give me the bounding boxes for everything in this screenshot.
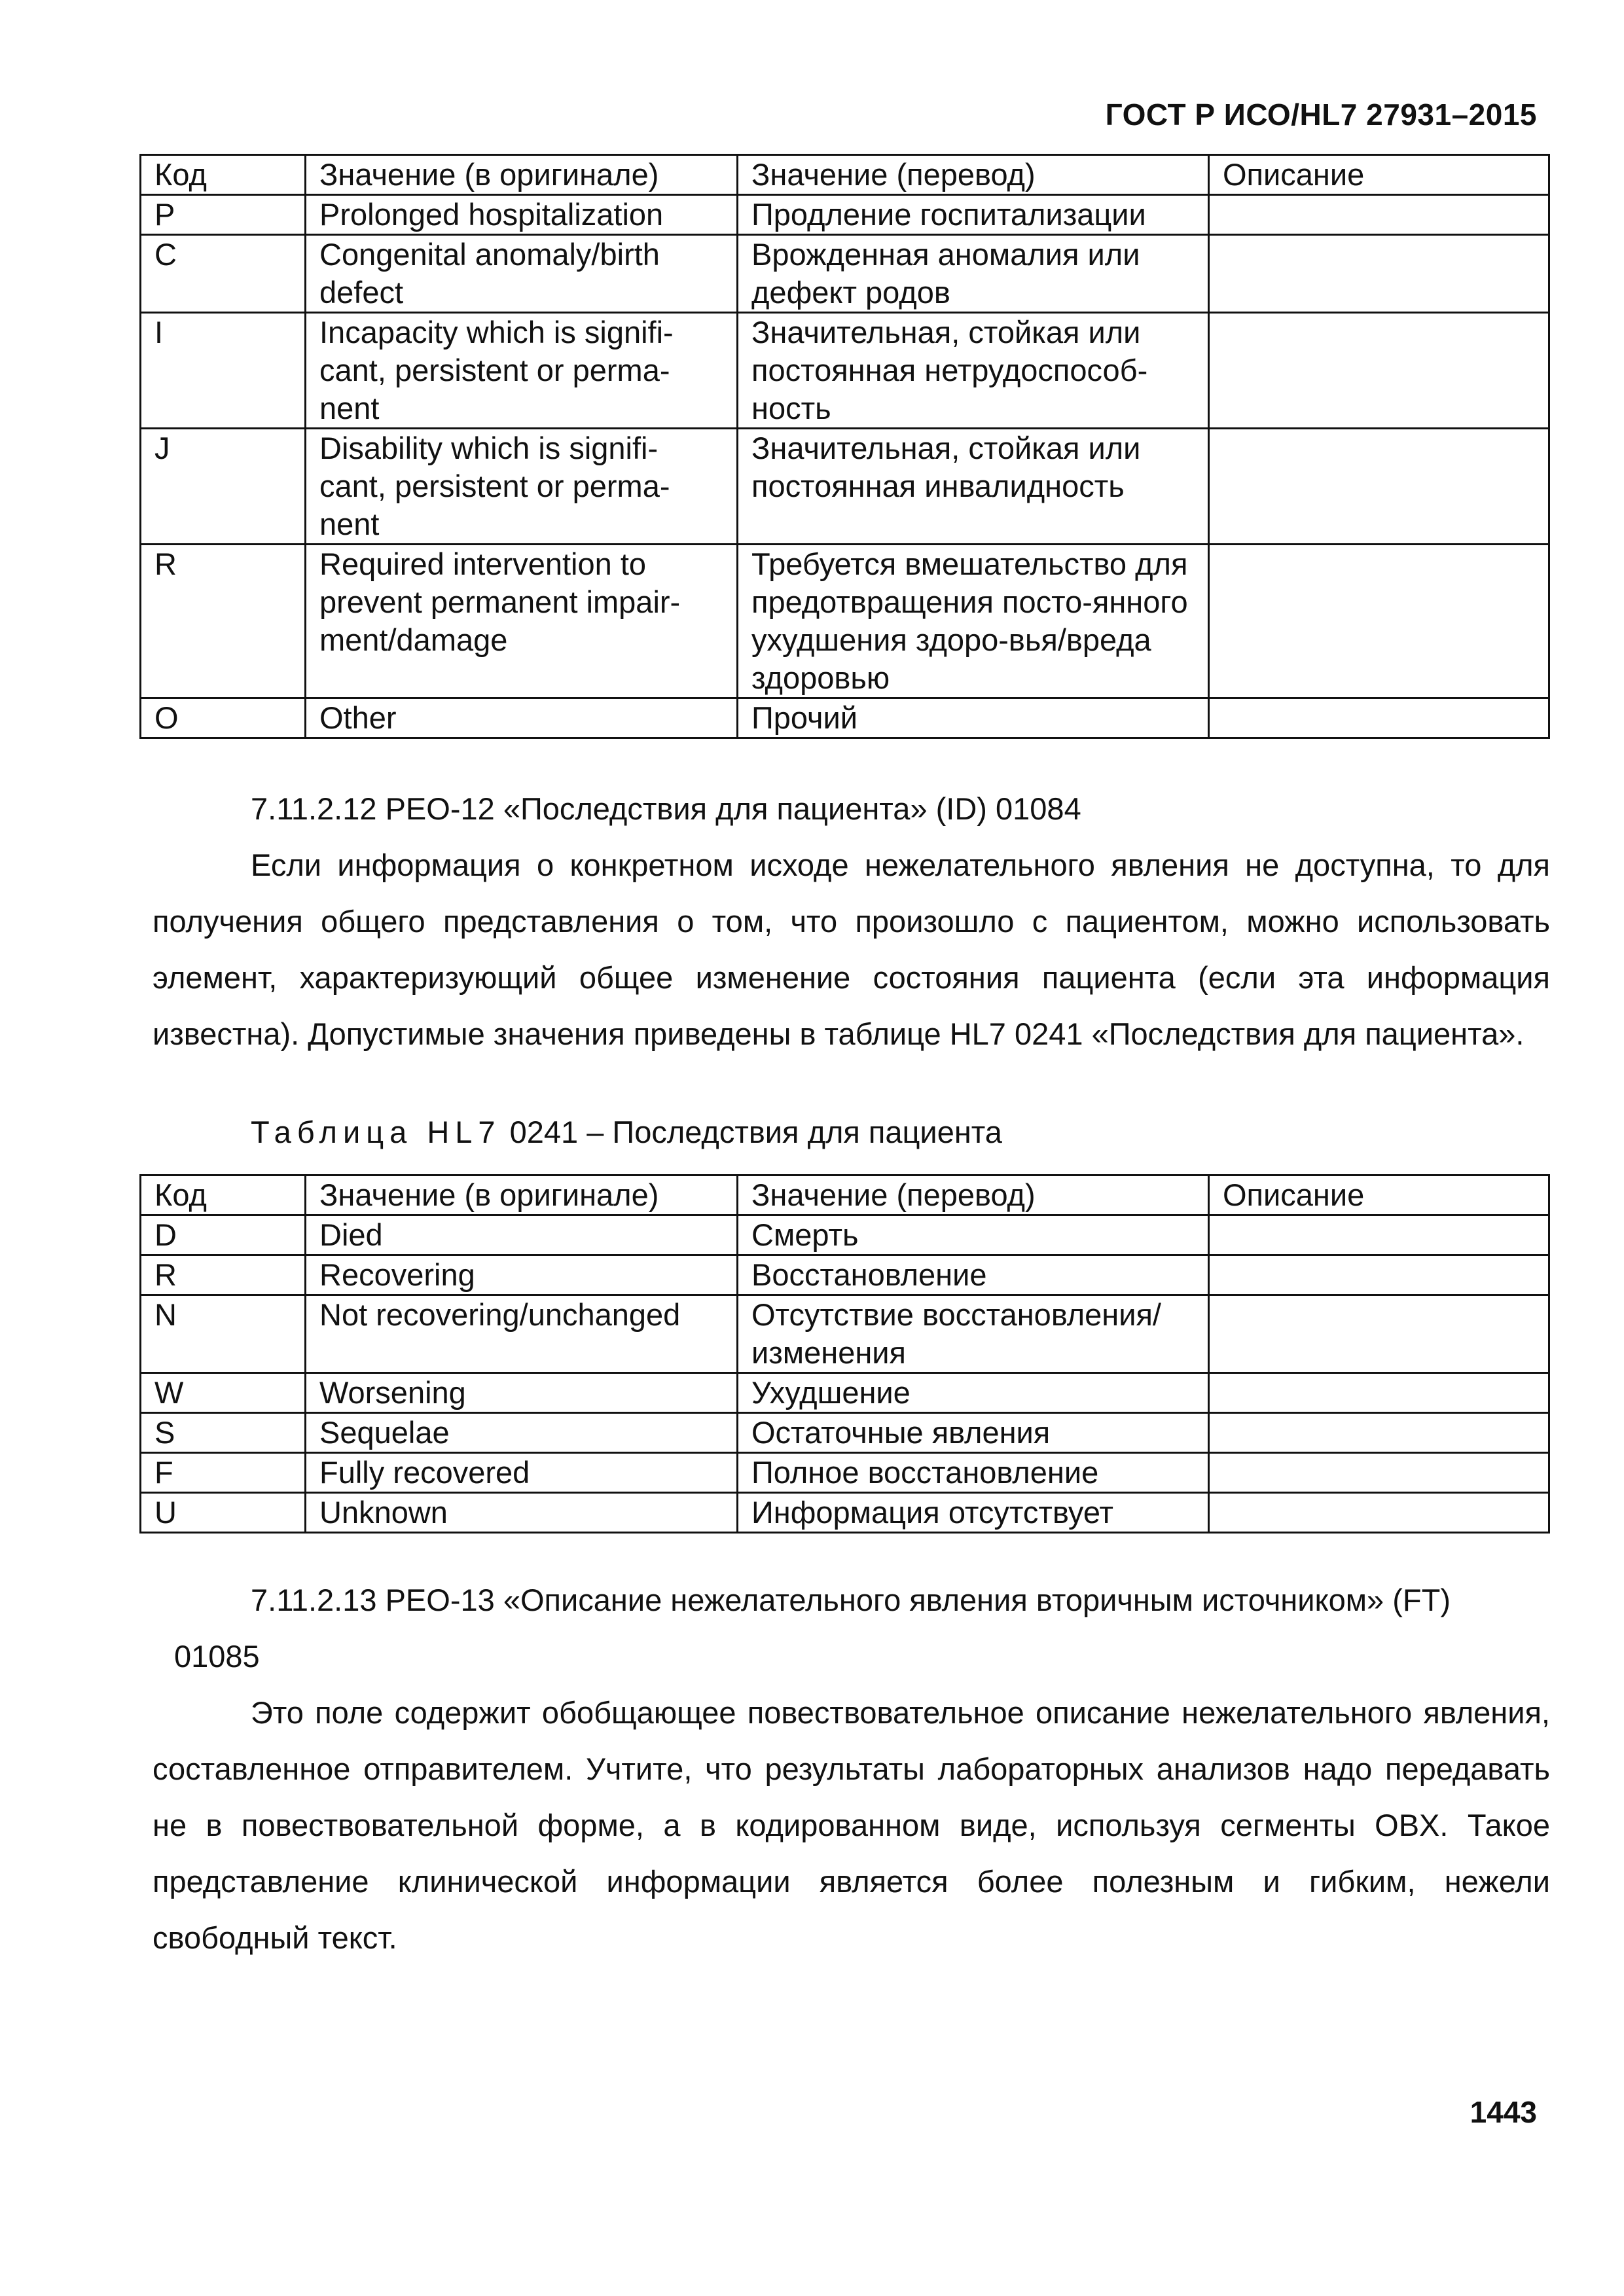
original-cell: Not recovering/unchanged (306, 1295, 738, 1373)
description-cell (1209, 545, 1549, 698)
table-row (141, 429, 1549, 545)
original-cell: Other (306, 698, 738, 738)
table-row (141, 698, 1549, 738)
table-row (141, 1255, 1549, 1295)
original-cell: Prolonged hospitalization (306, 195, 738, 235)
patient-outcome-table (139, 1174, 1550, 1534)
description-cell (1209, 313, 1549, 429)
table-row (141, 1413, 1549, 1453)
table-row (141, 1453, 1549, 1493)
description-cell (1209, 235, 1549, 313)
translation-cell: Врожденная аномалия или дефект родов (738, 235, 1209, 313)
original-cell: Fully recovered (306, 1453, 738, 1493)
description-cell (1209, 1413, 1549, 1453)
column-header-description: Описание (1209, 155, 1549, 195)
column-header-code: Код (141, 155, 306, 195)
table-row (141, 545, 1549, 698)
table-caption-title: 0241 – Последствия для пациента (509, 1115, 1002, 1149)
translation-cell: Полное восстановление (738, 1453, 1209, 1493)
original-cell: Recovering (306, 1255, 738, 1295)
code-cell: R (141, 1255, 306, 1295)
translation-cell: Прочий (738, 698, 1209, 738)
original-cell: Congenital anomaly/birth defect (306, 235, 738, 313)
code-cell: S (141, 1413, 306, 1453)
translation-cell: Продление госпитализации (738, 195, 1209, 235)
description-cell (1209, 1373, 1549, 1413)
table-row (141, 1295, 1549, 1373)
description-cell (1209, 1493, 1549, 1533)
column-header-original: Значение (в оригинале) (306, 1175, 738, 1215)
code-cell: O (141, 698, 306, 738)
translation-cell: Смерть (738, 1215, 1209, 1255)
description-cell (1209, 429, 1549, 545)
section-paragraph-peo-13: Это поле содержит обобщающее повествовательное описание нежелательного явления, составленное отправителем. Учтите, что результаты лабораторных анализов надо передавать не в повествовательной форме, а в кодированном виде, используя сегменты OBX. Такое представление клинической информации является более полезным и гибким, нежели свободный текст. (153, 1695, 1550, 1955)
column-header-translation: Значение (перевод) (738, 155, 1209, 195)
section-heading-peo-12: 7.11.2.12 PEO-12 «Последствия для пациента» (ID) 01084 (251, 791, 1081, 826)
description-cell (1209, 1295, 1549, 1373)
code-cell: N (141, 1295, 306, 1373)
table-row (141, 1215, 1549, 1255)
translation-cell: Требуется вмешательство для предотвращения посто-янного ухудшения здоро-вья/вреда здоровью (738, 545, 1209, 698)
translation-cell: Ухудшение (738, 1373, 1209, 1413)
outcome-codes-table (139, 154, 1550, 739)
table-caption (251, 1114, 1002, 1150)
original-cell: Required intervention to prevent permanent impair-ment/damage (306, 545, 738, 698)
translation-cell: Остаточные явления (738, 1413, 1209, 1453)
code-cell: C (141, 235, 306, 313)
code-cell: F (141, 1453, 306, 1493)
table-row (141, 313, 1549, 429)
description-cell (1209, 1255, 1549, 1295)
code-cell: I (141, 313, 306, 429)
table-header-row (141, 155, 1549, 195)
description-cell (1209, 698, 1549, 738)
column-header-code: Код (141, 1175, 306, 1215)
translation-cell: Восстановление (738, 1255, 1209, 1295)
original-cell: Unknown (306, 1493, 738, 1533)
description-cell (1209, 1215, 1549, 1255)
table-caption-label: Таблица HL7 (251, 1115, 501, 1149)
column-header-description: Описание (1209, 1175, 1549, 1215)
section-heading-peo-13: 7.11.2.13 PEO-13 «Описание нежелательного явления вторичным источником» (FT) (251, 1583, 1451, 1617)
section-heading-peo-13-id: 01085 (174, 1639, 260, 1674)
table-row (141, 1373, 1549, 1413)
original-cell: Incapacity which is signifi-cant, persistent or perma-nent (306, 313, 738, 429)
original-cell: Worsening (306, 1373, 738, 1413)
table-row (141, 1493, 1549, 1533)
original-cell: Sequelae (306, 1413, 738, 1453)
document-standard-header: ГОСТ Р ИСО/HL7 27931–2015 (1105, 98, 1537, 132)
translation-cell: Информация отсутствует (738, 1493, 1209, 1533)
description-cell (1209, 195, 1549, 235)
column-header-translation: Значение (перевод) (738, 1175, 1209, 1215)
original-cell: Disability which is signifi-cant, persistent or perma-nent (306, 429, 738, 545)
code-cell: W (141, 1373, 306, 1413)
code-cell: U (141, 1493, 306, 1533)
column-header-original: Значение (в оригинале) (306, 155, 738, 195)
table-header-row (141, 1175, 1549, 1215)
code-cell: R (141, 545, 306, 698)
translation-cell: Значительная, стойкая или постоянная нетрудоспособ-ность (738, 313, 1209, 429)
description-cell (1209, 1453, 1549, 1493)
translation-cell: Отсутствие восстановления/ изменения (738, 1295, 1209, 1373)
code-cell: J (141, 429, 306, 545)
table-row (141, 195, 1549, 235)
section-paragraph-peo-12: Если информация о конкретном исходе нежелательного явления не доступна, то для получения общего представления о том, что произошло с пациентом, можно использовать элемент, характеризующий общее изменение состояния пациента (если эта информация известна). Допустимые значения приведены в таблице HL7 0241 «Последствия для пациента». (153, 848, 1550, 1051)
code-cell: P (141, 195, 306, 235)
translation-cell: Значительная, стойкая или постоянная инвалидность (738, 429, 1209, 545)
page-number: 1443 (1470, 2095, 1537, 2129)
original-cell: Died (306, 1215, 738, 1255)
table-row (141, 235, 1549, 313)
code-cell: D (141, 1215, 306, 1255)
